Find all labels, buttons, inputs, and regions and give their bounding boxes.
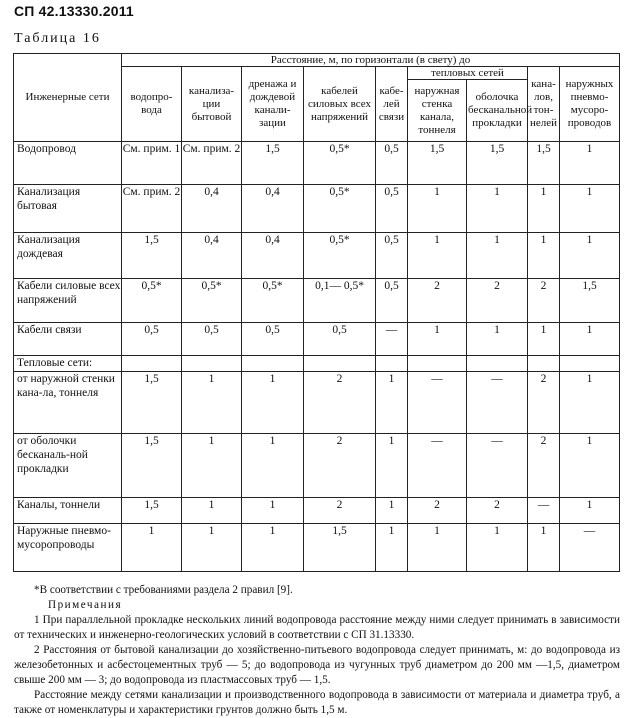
- table-row: [14, 233, 620, 279]
- cell-value: 2: [528, 372, 560, 434]
- cell-value: 1: [528, 323, 560, 356]
- cell-value: 1: [528, 524, 560, 572]
- cell-value: 0,1— 0,5*: [304, 279, 376, 323]
- cell-value: 1,5: [122, 434, 182, 498]
- note-2: 2 Расстояния от бытовой канализации до хозяйственно-питьевого водопровода следует принимать, м: до водопровода из железобетонных и асбестоцементных труб — 5; до водопровода из чугунных труб диаметром до 200 мм —1,5, диаметром свыше 200 мм — 3; до водопровода из пластмассовых труб — 1,5.: [14, 644, 620, 686]
- cell-value: См. прим. 2: [182, 142, 242, 185]
- table-row: [14, 524, 620, 572]
- cell-value: 1: [560, 142, 620, 185]
- cell-value: 1: [408, 185, 467, 233]
- cell-value: [408, 356, 467, 372]
- cell-value: 1,5: [122, 233, 182, 279]
- cell-value: 0,4: [182, 185, 242, 233]
- notes-title: Примечания: [48, 599, 123, 611]
- cell-value: 0,5: [376, 279, 408, 323]
- cell-value: —: [467, 434, 528, 498]
- header-col-water: водопро-вода: [122, 67, 182, 142]
- cell-value: —: [408, 372, 467, 434]
- row-name: от оболочки бесканаль-ной прокладки: [14, 434, 122, 498]
- cell-value: 1,5: [467, 142, 528, 185]
- header-networks: Инженерные сети: [14, 54, 122, 142]
- note-3: Расстояние между сетями канализации и производственного водопровода в зависимости от материала и диаметра труб, а также от номенклатуры и характеристики грунтов должно быть 1,5 м.: [14, 689, 620, 716]
- table-row: [14, 498, 620, 524]
- cell-value: —: [467, 372, 528, 434]
- cell-value: [304, 356, 376, 372]
- cell-value: 2: [528, 279, 560, 323]
- cell-value: 2: [408, 279, 467, 323]
- cell-value: 1,5: [528, 142, 560, 185]
- header-heat-group: тепловых сетей: [408, 67, 528, 80]
- table-label: Таблица 16: [14, 31, 101, 46]
- cell-value: 0,4: [242, 185, 304, 233]
- cell-value: 1: [182, 372, 242, 434]
- header-col-drainage: дренажа и дождевой канали-зации: [242, 67, 304, 142]
- note-1: 1 При параллельной прокладке нескольких линий водопровода расстояние между ними следует принимать в зависимости от технических и инженерно-геологических условий в соответствии с СП 31.13330.: [14, 614, 620, 641]
- document-code: СП 42.13330.2011: [14, 3, 134, 19]
- cell-value: 0,4: [182, 233, 242, 279]
- table-row: [14, 279, 620, 323]
- cell-value: 1: [560, 498, 620, 524]
- row-name: Канализация дождевая: [14, 233, 122, 279]
- row-name: Наружные пневмо-мусоропроводы: [14, 524, 122, 572]
- cell-value: 1: [560, 323, 620, 356]
- cell-value: [122, 356, 182, 372]
- header-col-channels: кана-лов, тон-нелей: [528, 67, 560, 142]
- cell-value: 1: [467, 185, 528, 233]
- cell-value: —: [528, 498, 560, 524]
- cell-value: 1: [408, 524, 467, 572]
- cell-value: —: [408, 434, 467, 498]
- cell-value: 0,4: [242, 233, 304, 279]
- cell-value: 2: [408, 498, 467, 524]
- cell-value: 1: [467, 524, 528, 572]
- cell-value: См. прим. 1: [122, 142, 182, 185]
- cell-value: 0,5: [304, 323, 376, 356]
- cell-value: 0,5*: [242, 279, 304, 323]
- table-body: [14, 142, 620, 572]
- cell-value: —: [560, 524, 620, 572]
- cell-value: 1,5: [304, 524, 376, 572]
- cell-value: 1: [560, 233, 620, 279]
- cell-value: 1: [182, 498, 242, 524]
- row-name: Канализация бытовая: [14, 185, 122, 233]
- table-row: [14, 434, 620, 498]
- cell-value: 1: [528, 185, 560, 233]
- cell-value: [560, 356, 620, 372]
- cell-value: 0,5*: [182, 279, 242, 323]
- cell-value: 1: [408, 233, 467, 279]
- cell-value: 0,5*: [304, 233, 376, 279]
- cell-value: 1,5: [242, 142, 304, 185]
- cell-value: 1,5: [560, 279, 620, 323]
- table-row: [14, 372, 620, 434]
- cell-value: 2: [467, 498, 528, 524]
- cell-value: [376, 356, 408, 372]
- cell-value: 2: [467, 279, 528, 323]
- cell-value: 1: [242, 434, 304, 498]
- cell-value: 0,5: [376, 233, 408, 279]
- cell-value: 1: [376, 498, 408, 524]
- table-row: [14, 323, 620, 356]
- cell-value: 1: [467, 323, 528, 356]
- cell-value: 1: [376, 372, 408, 434]
- cell-value: —: [376, 323, 408, 356]
- cell-value: 1: [242, 524, 304, 572]
- row-name: Водопровод: [14, 142, 122, 185]
- header-col-heat-wall: наружная стенка канала, тоннеля: [408, 80, 467, 142]
- cell-value: 1: [467, 233, 528, 279]
- table-row: [14, 356, 620, 372]
- cell-value: 2: [304, 372, 376, 434]
- cell-value: 1: [560, 434, 620, 498]
- cell-value: 0,5: [242, 323, 304, 356]
- header-col-sewage: канализа-ции бытовой: [182, 67, 242, 142]
- cell-value: 1: [528, 233, 560, 279]
- header-col-heat-shell: оболочка бесканальной прокладки: [467, 80, 528, 142]
- cell-value: [182, 356, 242, 372]
- cell-value: 1: [408, 323, 467, 356]
- cell-value: 1,5: [122, 372, 182, 434]
- cell-value: 1: [560, 185, 620, 233]
- cell-value: 1: [560, 372, 620, 434]
- cell-value: 0,5*: [122, 279, 182, 323]
- cell-value: 0,5: [376, 185, 408, 233]
- cell-value: 0,5*: [304, 185, 376, 233]
- row-name: от наружной стенки кана-ла, тоннеля: [14, 372, 122, 434]
- cell-value: 2: [528, 434, 560, 498]
- header-col-pneumo: наружных пневмо-мусоро-проводов: [560, 67, 620, 142]
- row-name: Кабели связи: [14, 323, 122, 356]
- cell-value: См. прим. 2: [122, 185, 182, 233]
- table-row: [14, 185, 620, 233]
- cell-value: 0,5*: [304, 142, 376, 185]
- table-row: [14, 142, 620, 185]
- row-name: Тепловые сети:: [14, 356, 122, 372]
- header-distance-group: Расстояние, м, по горизонтали (в свету) до: [122, 54, 620, 67]
- cell-value: [242, 356, 304, 372]
- cell-value: 1: [182, 434, 242, 498]
- cell-value: 1: [182, 524, 242, 572]
- cell-value: 1: [242, 498, 304, 524]
- cell-value: 0,5: [376, 142, 408, 185]
- cell-value: [467, 356, 528, 372]
- row-name: Кабели силовые всех напряжений: [14, 279, 122, 323]
- cell-value: 0,5: [122, 323, 182, 356]
- cell-value: 1,5: [408, 142, 467, 185]
- distance-table: [13, 53, 620, 572]
- cell-value: 1: [242, 372, 304, 434]
- cell-value: 2: [304, 434, 376, 498]
- cell-value: [528, 356, 560, 372]
- row-name: Каналы, тоннели: [14, 498, 122, 524]
- asterisk-note: *В соответствии с требованиями раздела 2 правил [9].: [34, 584, 293, 596]
- cell-value: 1: [376, 524, 408, 572]
- header-col-power-cables: кабелей силовых всех напряжений: [304, 67, 376, 142]
- cell-value: 1: [122, 524, 182, 572]
- cell-value: 1,5: [122, 498, 182, 524]
- cell-value: 0,5: [182, 323, 242, 356]
- header-col-comm-cables: кабе-лей связи: [376, 67, 408, 142]
- notes-section: [14, 583, 620, 718]
- cell-value: 1: [376, 434, 408, 498]
- cell-value: 2: [304, 498, 376, 524]
